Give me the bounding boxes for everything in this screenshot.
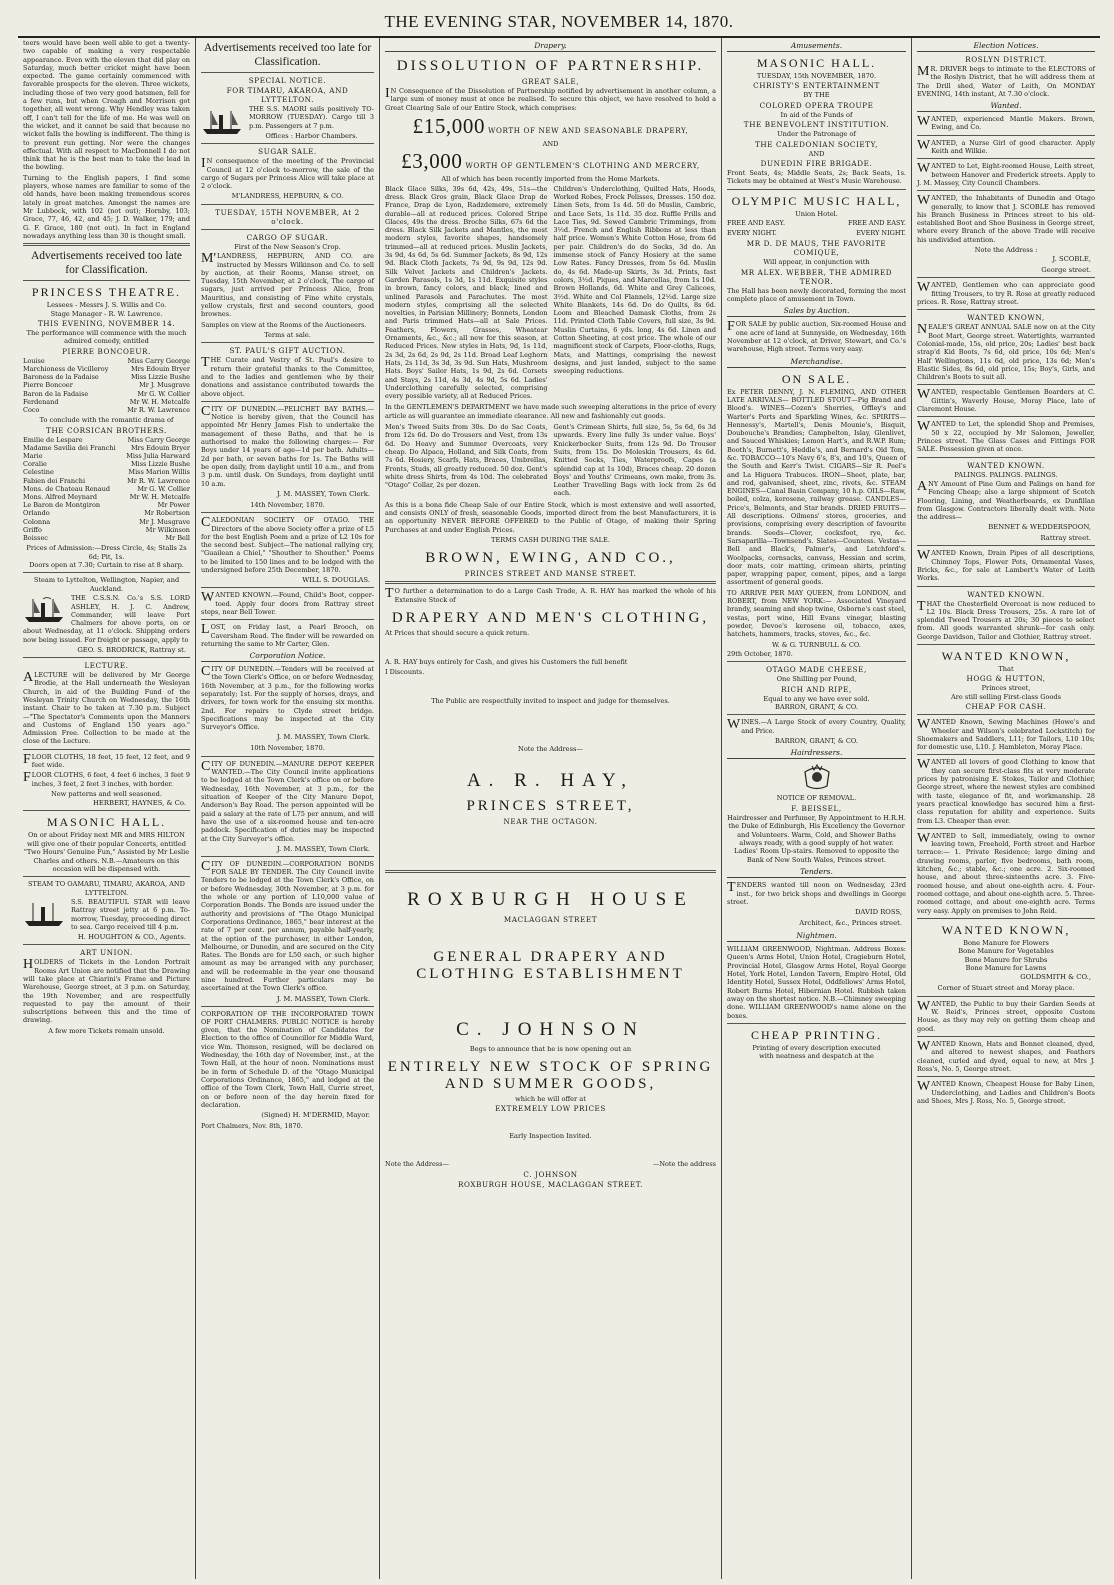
offer-line: which he will offer at (515, 1094, 586, 1103)
amount-line-2: £3,000 WORTH OF GENTLEMEN'S CLOTHING AND MERCERY, (401, 149, 700, 174)
column-3 (380, 38, 722, 1579)
timaru-offices: Offices : Harbor Chambers. (265, 131, 358, 140)
scoble-street: George street. (1041, 266, 1091, 275)
palings-heading: WANTED KNOWN. (967, 460, 1045, 470)
hay-big-line: DRAPERY AND MEN'S CLOTHING, (391, 609, 710, 626)
masonic-hall-title: MASONIC HALL. (756, 56, 877, 70)
opera-troupe: COLORED OPERA TROUPE (759, 100, 874, 110)
removal-notice: NOTICE OF REMOVAL. (776, 794, 857, 803)
firm-address: PRINCES STREET AND MANSE STREET. (464, 569, 637, 579)
dissolution-title: DISSOLUTION OF PARTNERSHIP. (396, 58, 705, 74)
cargo-sub: First of the New Season's Crop. (234, 242, 341, 251)
theatre-conclude: To conclude with the romantic drama of (39, 416, 174, 425)
price-list-right: Children's Underclothing, Quilted Hats, Hoods, Worked Robes, Frock Pelisses, Dresses. 150 doz. Linen Sets, from 1s 4d. 50 do Muslin, Cambric, and Lace Sets, 1s 11d. 35 doz. Ruffle Frills and Lace Ties, 9d. Sewed Cambric Trimmings, from 3½d. French and English Ribbons at less than half price. Women's White Cotton Hose, from 6d per pair. Children's do do Socks, 3d do. An immense stock of Fancy Hosiery at the same Low Rates. Fancy Dresses, from 5s 6d. Muslin do, 4s 6d. Made-up Skirts, 3s 3d. Prints, fast colors, 3½d. Piques, and Marcellas, from 1s 10d. Brown Hollands, 6d. White and Grey Calicoes, 3½d. White and Col Flannels, 12½d. Large size White Blankets, 14s 6d. Do do Quilts, 8s 6d. Loom and Bleached Damask Cloths, from 2s 11d. Printed Cloth Table Covers, full size, 3s 9d. Muslin Curtains, 6 yds. long, 4s 6d. Linen and Cotton Sheeting, at cost price. The whole of our magnificent stock of Carpets, Floor-cloths, Rugs, Mats, and Mattings, comprising the newest designs, and just landed, subject to the same sweeping reductions. (553, 184, 716, 376)
gents-intro: In the GENTLEMEN'S DEPARTMENT we have made such sweeping alterations in the price of every article as will guarantee an immediate clearance. All new and fashionably cut goods. (385, 403, 716, 420)
st-pauls-body: THE Curate and Vestry of St. Paul's desire to return their grateful thanks to the Committee, and to the ladies and gentlemen who by their donations and assistance contributed towards the above object. (201, 355, 374, 398)
wanted-clothing: WANTED all lovers of good Clothing to know that they can secure first-class fits at very moderate prices by patronising E. Stokes, Tailor and Clothier, George street, where the newest styles are combined with taste, elegance of fit, and workmanship. 28 years practical knowledge has secured him a first-class reputation for ability and experience. Suits from L3. Cheaper than ever. (917, 757, 1095, 825)
column-1 (18, 38, 196, 1579)
hairdressers-section: Hairdressers. (727, 747, 906, 759)
roxburgh-title: ROXBURGH HOUSE (407, 888, 694, 910)
palings-sub: PALINGS. PALINGS. PALINGS. (954, 470, 1058, 479)
caledonian-notice: CALEDONIAN SOCIETY OF OTAGO. THE Directors of the above Society offer a prize of L5 for the best English Poem and a prize of L2 10s for the second best. Subject—The national rallying cry, "Guailean a Chiel," "Shouther to Shouther." Poems to be limited to 150 lines and to be lodged with the undersigned before 25th December, 1870. (201, 515, 374, 575)
beissel-body: Hairdresser and Perfumer, By Appointment to H.R.H. the Duke of Edinburgh, His Excellency the Governor and Volunteers. Warm, Cold, and Shower Baths always ready, with a good supply of hot water. Ladies' Room Up-stairs. Removed to opposite the Bank of New South Wales, Princes street. (727, 813, 906, 864)
johnson-name: C. JOHNSON (456, 1018, 645, 1040)
roslyn-title: ROSLYN DISTRICT. (965, 55, 1047, 64)
cast-list (23, 357, 190, 414)
steam-heading: Steam to Lyttelton, Wellington, Napier, and Auckland. (33, 576, 180, 593)
hay-near: NEAR THE OCTAGON. (503, 816, 598, 826)
cast-row: Baroness de la Fadaise Miss Lizzie Bushe (23, 373, 190, 382)
great-sale: GREAT SALE, (521, 77, 580, 86)
cast-row: Fabien dei Franchi Mr R. W. Lawrence (23, 476, 190, 485)
timaru-body: THE S.S. MAORI sails positively TO-MORROW (TUESDAY). Cargo till 3 p.m. Passengers at 7 p.m. (249, 105, 374, 130)
st-pauls-heading: ST. PAUL'S GIFT AUCTION. (229, 346, 346, 356)
wanted-found-boot: WANTED KNOWN.—Found, Child's Boot, copper-toed. Apply four doors from Rattray street steps, near Bell Tower. (201, 590, 374, 616)
tenders-notice: CITY OF DUNEDIN.—Tenders will be received at the Town Clerk's Office, on or before Wednesday, 16th November, at 3 p.m., for the following works separately; 1st. For the supply of horses, drays, and drivers, for town work for the ensuing six months. 2nd. For repairs to Clyde street bridge. Specifications may be inspected at the City Surveyor's Office. (201, 664, 374, 732)
wanted-trousers: WANTED, Gentlemen who can appreciate good fitting Trousers, to try R. Rose at greatly reduced prices. R. Rose, Rattray street. (917, 280, 1095, 307)
theatre-play: PIERRE BONCOEUR. (62, 346, 151, 356)
palings-body: ANY Amount of Pine Gum and Palings on hand for Fencing Cheap; also a large shipment of Scotch Flooring, Lining, and Weatherboards, ex Dunfillan from Glasgow. Contractors liberally dealt with. Note the address— (917, 478, 1095, 522)
wanted-baby-linen: WANTED Known, Cheapest House for Baby Linen, Underclothing, and Ladies and Children's Boots and Shoes, Mrs J. Ross, No. 5, George street. (917, 1079, 1095, 1105)
drapery-section: Drapery. (385, 40, 716, 52)
cheese-price: One Shilling per Pound, (776, 675, 857, 684)
theatre-manager: Stage Manager - R. W. Lawrence. (50, 309, 163, 318)
cheese-title: OTAGO MADE CHEESE, (766, 665, 867, 675)
by-the: BY THE (803, 91, 830, 100)
port-chalmers-notice: CORPORATION OF THE INCORPORATED TOWN OF PORT CHALMERS. PUBLIC NOTICE is hereby given, that the Nomination of Candidates for Election to the office of Councillor for Middle Ward, vice Wm. Thomson, resigned, will be declared on Wednesday, the 16th day of November, inst., at the Town Hall, at the hour of noon. Nominations must be in form of Schedule D. of the "Otago Municipal Corporations Ordinance, 1865," and lodged at the office of the Town Clerk, Town Hall, Currie street, on or before noon of the day herein fixed for declaration. (201, 1009, 374, 1109)
oamaru-heading: STEAM TO OAMARU, TIMARU, AKAROA, AND LYTTELTON. (28, 880, 185, 897)
cheap-printing-body: Printing of every description executed (752, 1043, 881, 1052)
cast-row: Orlando Mr Robertson (23, 509, 190, 518)
c-johnson: C. JOHNSON (523, 1170, 578, 1179)
amusements-section: Amusements. (727, 40, 906, 52)
baths-date: 14th November, 1870. (250, 500, 325, 509)
corporation-section: Corporation Notice. (201, 650, 374, 662)
drapery-price-list (385, 184, 716, 403)
floorcloth-1: FLOOR CLOTHS, 18 feet, 15 feet, 12 feet, and 9 feet wide. (23, 751, 190, 769)
amount-line-1: £15,000 WORTH OF NEW AND SEASONABLE DRAPERY, (412, 113, 689, 138)
imported-line: All of which has been recently imported from the Home Markets. (441, 175, 660, 184)
merchandise-section: Merchandise. (727, 356, 906, 368)
hay-cash: A. R. HAY buys entirely for Cash, and gives his Customers the full benefit (385, 658, 628, 667)
hay-intro: TO further a determination to do a Large Cash Trade, A. R. HAY has marked the whole of his Extensive Stock of (385, 586, 716, 604)
goldsmith-address: Corner of Stuart street and Moray place. (937, 984, 1075, 993)
sugar-sale-signature: M'LANDRESS, HEPBURN, & CO. (231, 192, 344, 201)
cast-row: Colonna Mr J. Musgrave (23, 517, 190, 526)
wanted-section: Wanted. (917, 100, 1095, 112)
gents-price-list (385, 422, 716, 500)
union-hotel: Union Hotel. (795, 209, 838, 218)
cast-row: Pierre Boncoer Mr J. Musgrave (23, 381, 190, 390)
nightman-body: WILLIAM GREENWOOD, Nightman. Address Boxes: Queen's Arms Hotel, Union Hotel, Cragieburn Hotel, Provincial Hotel, Glasgow Arms Hotel, Royal George Hotel, York Hotel, London Tavern, Empire Hotel, Old Identity Hotel, Sussex Hotel, Oddfellows' Arms Hotel, Robert Burns Hotel, Hibernian Hotel. Rubbish taken away on the shortest notice. N.B.—Chimney sweeping done. WILLIAM GREENWOOD's name alone on the boxes. (727, 945, 906, 1020)
bonds-notice: CITY OF DUNEDIN.—CORPORATION BONDS FOR SALE BY TENDER. The City Council invite Tenders to be lodged at the Town Clerk's Office, on or before Wednesday, 30th November, at 3 p.m. for the whole or any portion of L10,000 value of Corporation Bonds. The Bonds are issued under the authority and provisions of "The Otago Municipal Corporations Ordinance, 1865," bear interest at the rate of 7 per cent. per annum, payable half-yearly, at the option of the purchaser, in either London, Melbourne, or Dunedin, and are secured on the City Rates. The Bonds are for L50 each, or such higher amount as may be arranged with any purchaser, and will be redeemable in the year one thousand nine hundred. Further particulars may be ascertained at the Town Clerk's office. (201, 858, 374, 993)
note-address: Note the Address— (518, 745, 583, 754)
election-section: Election Notices. (917, 40, 1095, 52)
caledonian-signature: WILL S. DOUGLAS. (302, 576, 370, 585)
seat-prices: Front Seats, 4s; Middle Seats, 2s; Back Seats, 1s. Tickets may be obtained at West's Music Warehouse. (727, 169, 906, 186)
hogg-cheap: CHEAP FOR CASH. (965, 702, 1047, 712)
bone-manure-item: Bone Manure for Flowers (963, 938, 1049, 947)
cast-row: Boissec Mr Bell (23, 534, 190, 543)
hogg-body: Are still selling First-class Goods (950, 692, 1062, 701)
tenders-signature: DAVID ROSS, (854, 908, 902, 917)
wanted-seeds: WANTED, the Public to buy their Garden Seeds at W. Reid's, Princes street, opposite Custom House, as they may rely on getting them cheap and good. (917, 998, 1095, 1033)
tenders-body: TENDERS wanted till noon on Wednesday, 23rd inst., for two brick shops and dwellings in George street. (727, 880, 906, 906)
bonds-signature: J. M. MASSEY, Town Clerk. (276, 994, 370, 1003)
theatre-doors: Doors open at 7.30; Curtain to rise at 8 sharp. (29, 561, 184, 570)
wanted-drain-pipes: WANTED Known, Drain Pipes of all descriptions, Chimney Tops, Flower Pots, Ornamental Vases, Bricks, &c., for sale at Lambert's Water of Leith Works. (917, 548, 1095, 583)
theatre-intro: The performance will commence with the much admired comedy, entitled (26, 328, 187, 346)
overcoat-heading: WANTED KNOWN. (967, 589, 1045, 599)
webber: MR ALEX. WEBBER, THE ADMIRED TENOR. (740, 267, 893, 286)
royal-crest-icon (800, 762, 834, 792)
masonic-title: MASONIC HALL. (46, 815, 167, 830)
steamship-icon (23, 595, 67, 625)
hogg-that: That (998, 665, 1014, 674)
wines-signature: BARRON, GRANT, & CO. (775, 737, 858, 746)
masonic-date: TUESDAY, 15th NOVEMBER, 1870. (756, 72, 877, 80)
in-aid: In aid of the Funds of (780, 110, 853, 119)
manure-depot-notice: CITY OF DUNEDIN.—MANURE DEPOT KEEPER WANTED.—The City Council invite applications to be lodged at the Town Clerk's office on or before Wednesday, 16th November, at 3 p.m., for the situation of Keeper of the City Manure Depot, Anderson's Bay Road. The person appointed will be paid a salary at the rate of L75 per annum, and will have the use of a six-roomed house and ten-acre paddock. Specification of duties may be inspected at the City Surveyor's office. (201, 758, 374, 843)
wanted-house-let: WANTED to Let, Eight-roomed House, Leith street, between Hanover and Frederick streets. Apply to J. M. Massey, City Council Chambers. (917, 161, 1095, 187)
cheese-equal: Equal to any we have ever sold. (763, 694, 870, 703)
masthead-title: THE EVENING STAR, NOVEMBER 14, 1870. (384, 12, 734, 31)
bona-fide-text: As this is a bona fide Cheap Sale of our Entire Stock, which is most extensive and well assorted, and consists ONLY of fresh, seasonable Goods, imported direct from the best Manufacturers, it is an opportunity NEVER BEFORE OFFERED to the Public of Otago, of making their Spring Purchases at and under English Prices. (385, 500, 716, 534)
entirely-new-stock: ENTIRELY NEW STOCK OF SPRING AND SUMMER GOODS, (387, 1058, 714, 1092)
tenders-section: Tenders. (727, 866, 906, 878)
olympic-title: OLYMPIC MUSIC HALL, (731, 193, 902, 208)
cheap-printing: CHEAP PRINTING. (751, 1027, 882, 1042)
baths-notice: CITY OF DUNEDIN.—PELICHET BAY BATHS.—Notice is hereby given, that the Council has appointed Mr Henry James Fish to undertake the management of these Baths, and that he is authorised to make the following charges:— For Boys under 14 years of age—1d per bath. Adults—2d per bath, or seven baths for 1s. The Baths will be open daily, from daylight until 10 a.m., and from 3 p.m. until dusk. On Sundays, from daylight until 10 a.m. (201, 403, 374, 488)
oamaru-body: S.S. BEAUTIFUL STAR will leave Rattray street jetty at 6 p.m. To-morrow, Tuesday, proceeding direct to sea. Cargo received till 4 p.m. (71, 898, 190, 932)
steamship-icon (201, 107, 245, 137)
cricket-article: teers would have been well able to get a twenty-two capable of making a very respectable appearance. Even with the eleven that did play on Saturday, much better cricket might have been expected. The game certainly commenced with favorable prospects for the eleven. Three wickets, including those of two very good batsmen, fell for a few runs, but when Creagh and Morrison got together, all went wrong. Why Hendley was taken off, I can't tell for the life of me. He was well on the wicket, and it cannot be said that because no wicket falls the bowling is indifferent. The thing is to prevent run getting. Nor were the changes effectual. With all respect to MacDonnell I do not think that he is the best man to take the lead in the bowling. (23, 39, 190, 172)
sugar-sale-heading: SUGAR SALE. (258, 147, 317, 157)
columns (18, 38, 1100, 1579)
art-union-heading: ART UNION. (80, 948, 133, 958)
cast-row: Mons. de Chateau Renaud Mr G. W. Collier (23, 484, 190, 493)
late-ads-heading: Advertisements received too late for Classification. (30, 250, 183, 277)
port-chalmers-signature: (Signed) H. M'DERMID, Mayor. (261, 1111, 370, 1120)
every-night-row: EVERY NIGHT. EVERY NIGHT. (727, 229, 906, 238)
timaru-heading: FOR TIMARU, AKAROA, AND LYTTELTON. (226, 86, 349, 104)
note-left: Note the Address— (385, 1159, 449, 1168)
cargo-terms: Terms at sale. (264, 330, 311, 339)
rich-ripe: RICH AND RIPE, (781, 684, 852, 694)
column-4 (722, 38, 912, 1579)
column-5 (912, 38, 1100, 1579)
bone-manure-heading: WANTED KNOWN, (941, 922, 1071, 937)
johnson-begs: Begs to announce that he is now opening out an (469, 1044, 632, 1053)
christy: CHRISTY'S ENTERTAINMENT (753, 81, 880, 91)
cast-row: Le Baron de Montgiron Mr Power (23, 501, 190, 510)
cast-row: Louise Miss Carry George (23, 356, 190, 365)
cast-row: Griffo Mr Wilkinson (23, 525, 190, 534)
oamaru-signature: H. HOUGHTON & CO., Agents. (77, 933, 186, 942)
patronage: Under the Patronage of (777, 130, 856, 139)
wines-body: WINES.—A Large Stock of every Country, Quality, and Price. (727, 717, 906, 735)
early-inspection: Early Inspection Invited. (509, 1132, 592, 1141)
and-line: AND (542, 139, 559, 148)
steam-body: THE C.S.S.N. Co.'s S.S. LORD ASHLEY, H. J. C. Andrew, Commander, will leave Port Chalmers for above ports, on or about Wednesday, at 11 o'clock. Shipping orders now being issued. For freight or passage, apply to (23, 594, 190, 644)
cricket-article-2: Turning to the English papers, I find some players, whose names are familiar to some of the old hands, have been making tremendous scores lately in great matches. Amongst the names are Mr Lubbock, with 102 (not out); Hornby, 103; Grace, 77, 46, 42, and 45; J. D. Walker, 179; and G. F. Grace, 180 (not out). In fact in England nowadays anything less than 30 is thought small. (23, 173, 190, 240)
overcoat-body: THAT the Chesterfield Overcoat is now reduced to L2 10s. Black Dress Trousers, 25s. A rare lot of splendid Tweed Trousers at 20s; 30 pieces to select from. All goods warranted shrunk—for cash only. George Davidson, Tailor and Clothier, Rattray street. (917, 598, 1095, 641)
bone-manure-item: Bone Manure for Shrubs (964, 955, 1048, 964)
baths-signature: J. M. MASSEY, Town Clerk. (276, 489, 370, 498)
gents-list-left: Men's Tweed Suits from 30s. Do do Sac Coats, from 12s 6d. Do do Trousers and Vest, from 13s 6d. Do Heavy and Summer Overcoats, very cheap. Do Alpaca, Holland, and Silk Coats, from 7s 6d. Hosiery, Scarfs, Hats, Braces, Umbrellas, Fronts, Studs, all greatly reduced. 50 doz. Gent's white dress Shirts, from 4s 10d. The celebrated "Otago" Collar, 2s per dozen. (385, 423, 548, 490)
driver-notice: MR. DRIVER begs to intimate to the ELECTORS of the Roslyn District, that he will address them at The Drill shed, Water of Leith, On MONDAY EVENING, 14th instant, At 7.30 o'clock. (917, 64, 1095, 98)
goldsmith-signature: GOLDSMITH & CO., (1020, 973, 1091, 982)
wanted-scoble: WANTED, the Inhabitants of Dunedin and Otago generally, to know that J. SCOBLE has removed his Branch Business in Princes street to his old-established Boot and Shoe Business in George street, where every Branch of the above Trade will receive his undivided attention. (917, 193, 1095, 244)
wanted-boarders: WANTED, respectable Gentlemen Boarders at C. Gittin's, Waverly House, Moray Place, late of Claremont House. (917, 387, 1095, 414)
column-2 (196, 38, 380, 1579)
palings-signature: BENNET & WEDDERSPOON, (988, 523, 1091, 532)
general-drapery: GENERAL DRAPERY AND CLOTHING ESTABLISHMENT (416, 948, 685, 982)
hay-prices: At Prices that should secure a quick return. (385, 628, 530, 637)
auction-body: FOR SALE by public auction, Six-roomed House and one acre of land at Sunnyside, on Wednesday, 16th November at 12 o'clock, at Driver, Stewart, and Co.'s warehouse, High street. Terms very easy. (727, 319, 906, 354)
hay-street: PRINCES STREET, (466, 797, 635, 814)
demaus: MR D. DE MAUS, THE FAVORITE COMIQUE, (746, 239, 887, 258)
hall-note: The Hall has been newly decorated, forming the most complete place of amusement in Town. (727, 286, 906, 304)
art-union-tail: A few more Tickets remain unsold. (48, 1026, 165, 1035)
to-arrive: TO ARRIVE PER MAY QUEEN, from LONDON, and ROBERT, from NEW YORK:— Associated Vineyard brandy, seaming and shop twine, Osborne's cast steel, vestas, port wine, Hill Evans vinegar, blasting powder, Devoe's kerosene oil, tobacco, axes, hatchets, hammers, tracks, stoves, &c., &c. (727, 588, 906, 639)
wanted-shop-let: WANTED to Let, the splendid Shop and Premises, 50 x 22, occupied by Mr Salomon, Jeweller, Princes street. The Glass Cases and Fittings FOR SALE. Possession given at once. (917, 419, 1095, 454)
hay-name: A. R. HAY, (466, 769, 635, 791)
cast-row: Madame Savilia dei Franchi Mrs Edouin Bryer (23, 443, 190, 452)
on-sale-title: ON SALE. (781, 371, 852, 386)
floorcloth-signature: HERBERT, HAYNES, & Co. (92, 799, 186, 808)
nightmen-section: Nightmen. (727, 930, 906, 942)
scoble-note: Note the Address : (974, 246, 1038, 255)
cast-list-2 (23, 436, 190, 543)
firm-name: BROWN, EWING, AND CO., (425, 550, 676, 567)
hogg-addr: Princes street, (981, 684, 1031, 693)
theatre-prices: Prices of Admission:—Dress Circle, 4s; Stalls 2s 6d; Pit, 1s. (26, 544, 187, 561)
neale-heading: WANTED KNOWN, (967, 313, 1045, 323)
hogg-name: HOGG & HUTTON, (966, 674, 1046, 684)
cargo-body: M'LANDRESS, HEPBURN, AND CO. are instructed by Messrs Wilkinson and Co. to sell by auction, at their Rooms, Manse street, on Tuesday, 15th November, at 2 o'clock, The cargo of sugars, just arrived per Princess Alice, from Mauritius, and consisting of Fine white crystals, yellow crystals, first and second counters, good brownes. (201, 251, 374, 319)
masonic-body: On or about Friday next MR and MRS HILTON will give one of their popular Concerts, entitled "Two Hours' Genuine Fun," Assisted by Mr Leslie Charles and others. N.B.—Amateurs on this occasion will be dispensed with. (23, 831, 190, 873)
late-ads-heading: Advertisements received too late for Classification. (203, 42, 372, 68)
tuesday-heading: TUESDAY, 15TH NOVEMBER, At 2 o'clock. (215, 207, 360, 226)
floorcloth-2: FLOOR CLOTHS, 6 feet, 4 feet 6 inches, 3 feet 9 inches, 3 feet, 2 feet 3 inches, with border. (23, 770, 190, 788)
free-easy-row: FREE AND EASY. FREE AND EASY. (727, 219, 906, 228)
cast-row: Coco Mr R. W. Lawrence (23, 405, 190, 414)
hogg-heading: WANTED KNOWN, (941, 649, 1071, 664)
fire-brigade: DUNEDIN FIRE BRIGADE. (760, 159, 873, 169)
manure-signature: J. M. MASSEY, Town Clerk. (276, 844, 370, 853)
gents-list-right: Gent's Crimean Shirts, full size, 5s, 5s 6d, 6s 3d upwards. Every line fully 3s under value. Boys' Knickerbocker Suits, from 12s 9d. Do Trouser Suits, from 15s. Do Moleskin Trousers, 4s 6d. Knitted Socks, Ties, Waterproofs, Capes (a splendid cap at 1s 10d), Braces cheap. 20 dozen Boys' and Youths' Crimeans, own make, from 3s. Leather Travelling Bags with lock from 2s 6d each. (553, 423, 716, 498)
hay-discounts: I Discounts. (385, 668, 425, 677)
and-dunedin: AND (808, 149, 825, 158)
note-right: —Note the address (652, 1159, 716, 1168)
port-chalmers-date: Port Chalmers, Nov. 8th, 1870. (201, 1122, 303, 1131)
tenders-signature: J. M. MASSEY, Town Clerk. (276, 733, 370, 742)
low-prices: EXTREMELY LOW PRICES (495, 1104, 606, 1114)
lost-brooch: LOST, on Friday last, a Pearl Brooch, on Caversham Road. The finder will be rewarded on returning the same to Mr Carter, Glen. (201, 622, 374, 648)
cargo-samples: Samples on view at the Rooms of the Auctioneers. (201, 320, 367, 329)
bone-manure-item: Bone Manure for Lawns (965, 964, 1047, 973)
terms-cash: TERMS CASH DURING THE SALE. (491, 535, 610, 544)
wanted-sell-freehold: WANTED to Sell, immediately, owing to owner leaving town, Freehold, Forth street and Harbor terrace:— 1. Private Residence; large dining and drawing rooms, parlor, five bedrooms, bath room, kitchen, &c.; stable, &c.; one acre. 2. Six-roomed house, and about three-sixteenths acre. 3. Five-roomed house, and about one-eighth acre. 4. Four-roomed cottage, and about one-eighth acre. 5. Three-roomed cottage, and about one-eighth acre. Terms very easy. Apply on premises to John Reid. (917, 830, 1095, 915)
cast-row: Coralie Miss Lizzie Bushe (23, 460, 190, 469)
palings-street: Rattray street. (1040, 534, 1091, 543)
cast-row: Marie Miss Julia Harward (23, 451, 190, 460)
wanted-hats: WANTED Known, Hats and Bonnet cleaned, dyed, and altered to newest shapes, and Feathers cleaned, curled and dyed, equal to new, at Mrs J. Ross's, No. 5, George street. (917, 1039, 1095, 1073)
lecture-heading: LECTURE. (84, 661, 129, 671)
scoble-signature: J. SCOBLE, (1052, 255, 1091, 264)
tenders-date: 10th November, 1870. (250, 744, 325, 753)
masthead (18, 8, 1100, 38)
steamship-icon (23, 899, 67, 929)
caledonian: THE CALEDONIAN SOCIETY, (755, 139, 878, 149)
art-union-body: HOLDERS of Tickets in the London Portrait Rooms Art Union are notified that the Drawing will take place at Chiarini's Frame and Picture Warehouse, George street, at 3 p.m. on Saturday, the 19th November, and are respectfully requested to pay the amount of their subscriptions between this and the time of drawing. (23, 957, 190, 1025)
tenders-signature-2: Architect, &c., Princes street. (799, 919, 902, 928)
cast-row: Baron de la Fadaise Mr G. W. Collier (23, 389, 190, 398)
benevolent: THE BENEVOLENT INSTITUTION. (743, 120, 890, 130)
cast-row: Marchioness de Vicilleroy Mrs Edouin Bryer (23, 364, 190, 373)
auction-section: Sales by Auction. (727, 305, 906, 317)
wanted-mantle-makers: WANTED, experienced Mantle Makers. Brown, Ewing, and Co. (917, 114, 1095, 132)
turnbull-date: 29th October, 1870. (727, 649, 793, 658)
bone-manure-item: Bone Manure for Vegetables (958, 947, 1054, 956)
cast-row: Mons. Alfred Meynard Mr W. H. Metcalfe (23, 493, 190, 501)
wanted-sewing-machines: WANTED Known, Sewing Machines (Howe's and Wheeler and Wilson's celebrated Lockstitch) for Shoemakers and Saddlers, L11; for Tailors, L10 10s; for domestic use, L10. J. Hambleton, Moray Place. (917, 717, 1095, 752)
on-sale-body: Ex PETER DENNY, J. N. FLEMING, AND OTHER LATE ARRIVALS— BOTTLED STOUT—Pig Brand and Blood's. WINES—Cozen's Sherries, Offley's and Warter's Ports and Sparkling Wines, &c. SPIRITS—Hennessy's, Martell's, Denis Mounie's, Bisquit, Doubouche's Brandies; Campbelton, Islay, Glenlivet, and Sauced Whiskies; Lemon Hart's, and R.W.P. Rum; Booth's, Burnett's, Heddle's, and Bernard's Old Tom, &c. TOBACCO—10's Navy 6's, 8's, and 10's, Queen of the South and Kerr's Twist. CIGARS—Sir R. Peel's and La Higuera Trabucos. IRON—Sheet, plate, bar, and rod, galvanised, sheet, zinc, rivets, &c. STEAM ENGINES—Canal Basin Company, 10 h.p. OILS—Raw, boiled, colza, kerosene, railway grease. CANDLES—Price's, Belmonts, and Star brands. DRIED FRUITS—All descriptions. Oilmens' stores, groceries, and provisions, comprising every description of favourite brands. Seeds—Clover, cocksfoot, rye, &c. Sarsaparilla—Townsend's. Slates—Countess. Vestas—Bell and Black's, Palmer's, and Letchford's. Woolpacks, cornsacks, canvass, Hessian and scrim, door mats, coir matting, crimean shirts, printing paper, wrapping paper, cement, pipes, and a large assortment of general goods. (727, 387, 906, 587)
theatre-date: THIS EVENING, NOVEMBER 14. (37, 318, 176, 328)
cheap-printing-body-2: with neatness and despatch at the (759, 1052, 874, 1061)
lecture-body: ALECTURE will be delivered by Mr George Brodie, at the Hall underneath the Wesleyan Church, in aid of the Building Fund of the Wesleyan Trinity Church on Wednesday, the 16th instant. Chair to be taken at 7.30 p.m. Subject—"The Spectator's Comments upon the Manners and Customs of England 150 years ago." Admission Free. Collection to be made at the close of the Lecture. (23, 670, 190, 746)
maclaggan-street: MACLAGGAN STREET (503, 914, 598, 924)
price-list-left: Black Glace Silks, 39s 6d, 42s, 49s, 51s—the dress. Black Gros grain, Black Glace Drap de France, Drap de Lyon, Radzdemere, extremely durable—all at reduced prices. Colored Stripe Glaces, 49s the dress. Broche Silks, 67s 6d the dress. Black Silk Jackets and Mantles, the most modern styles, favorite shapes, handsomely trimmed—all at reduced prices. Muslin Jackets, 3s 9d, 4s 6d, 5s 6d. Summer Jackets, 8s 9d, 12s 9d. Black Cloth Jackets, 7s 9d, 9s 9d, 12s 9d. Silk Velvet Jackets and Children's Jackets. Garden Parasols, 1s 3d, 1s 11d. Exquisite styles in brown, fancy colors, and black; lined and unlined Parasols and Parachutes. The most modern styles, comprising all the selected novelties, in Parisian Millinery; Bonnets, London and Paris trimmed Hats—all at Sale Prices. Feathers, Flowers, Grasses, Wheatear Ornaments, &c., &c.; all new for this season, at Reduced Prices. New styles in Hats, 9d, 1s 11d, 2s 3d, 2s 6d, 2s 9d, 2s 11d. Broad Leaf Leghorn Hats, 2s 11d, 3s 3d, 3s 9d. Sun Hats, Mushroom Hats. Boys' Sailor Hats, 1s 9d, 2s 6d. Corsets and Stays, 2s 11d, 4s 3d, 4s 9d, 5s 6d. Ladies' Underclothing carefully selected, comprising every possible variety, all at Reduced Prices. (385, 184, 548, 401)
cargo-heading: CARGO OF SUGAR. (246, 232, 329, 242)
steam-signature: GEO. S. BRODRICK, Rattray st. (77, 646, 186, 655)
theatre-title: PRINCESS THEATRE. (31, 285, 182, 300)
dissolution-intro: IN Consequence of the Dissolution of Partnership notified by advertisement in another column, a large sum of money must at once be realised. To secure this object, we have resolved to hold a Great Clearing Sale of our Entire Stock, which comprises: (385, 86, 716, 112)
appear: Will appear, in conjunction with (763, 258, 870, 267)
turnbull-signature: W. & G. TURNBULL & CO. (771, 640, 862, 649)
neale-sale: NEALE'S GREAT ANNUAL SALE now on at the City Boot Mart, George street. Watertights, warranted Colonial-made, 15s, old price, 20s; Ladies' best back strap'd Kid Boots, 7s 6d, old price, 10s 6d; Men's Half Wellingtons, 11s 6d, old price, 13s 6d; Men's Elastic Sides, 8s 6d, old price, 15s; Boy's, Girls, and Children's Boots to suit all. (917, 322, 1095, 382)
theatre-play-2: THE CORSICAN BROTHERS. (46, 425, 167, 435)
cast-row: Celestine Miss Marion Willis (23, 468, 190, 477)
sugar-sale-body: IN consequence of the meeting of the Provincial Council at 12 o'clock to-morrow, the sale of the cargo of Sugars per Princess Alice will take place at 2 o'clock. (201, 156, 374, 191)
roxburgh-address: ROXBURGH HOUSE, MACLAGGAN STREET. (457, 1180, 643, 1189)
floorcloth-3: New patterns and well seasoned. (50, 789, 163, 798)
cheese-signature: BARRON, GRANT, & CO. (775, 703, 858, 712)
theatre-lessees: Lessees - Messrs J. S. Willis and Co. (46, 301, 167, 310)
cast-row: Ferdenand Mr W. H. Metcalfe (23, 397, 190, 406)
beissel-name: F. BEISSEL, (791, 803, 842, 813)
cast-row: Emilie de Lespare Miss Carry George (23, 435, 190, 444)
wanted-nurse: WANTED, a Nurse Girl of good character. Apply Keith and Wilkie. (917, 137, 1095, 156)
hay-invite: The Public are respectfully invited to inspect and judge for themselves. (431, 696, 670, 705)
special-notice: SPECIAL NOTICE. (248, 76, 327, 85)
note-row (385, 1160, 716, 1168)
